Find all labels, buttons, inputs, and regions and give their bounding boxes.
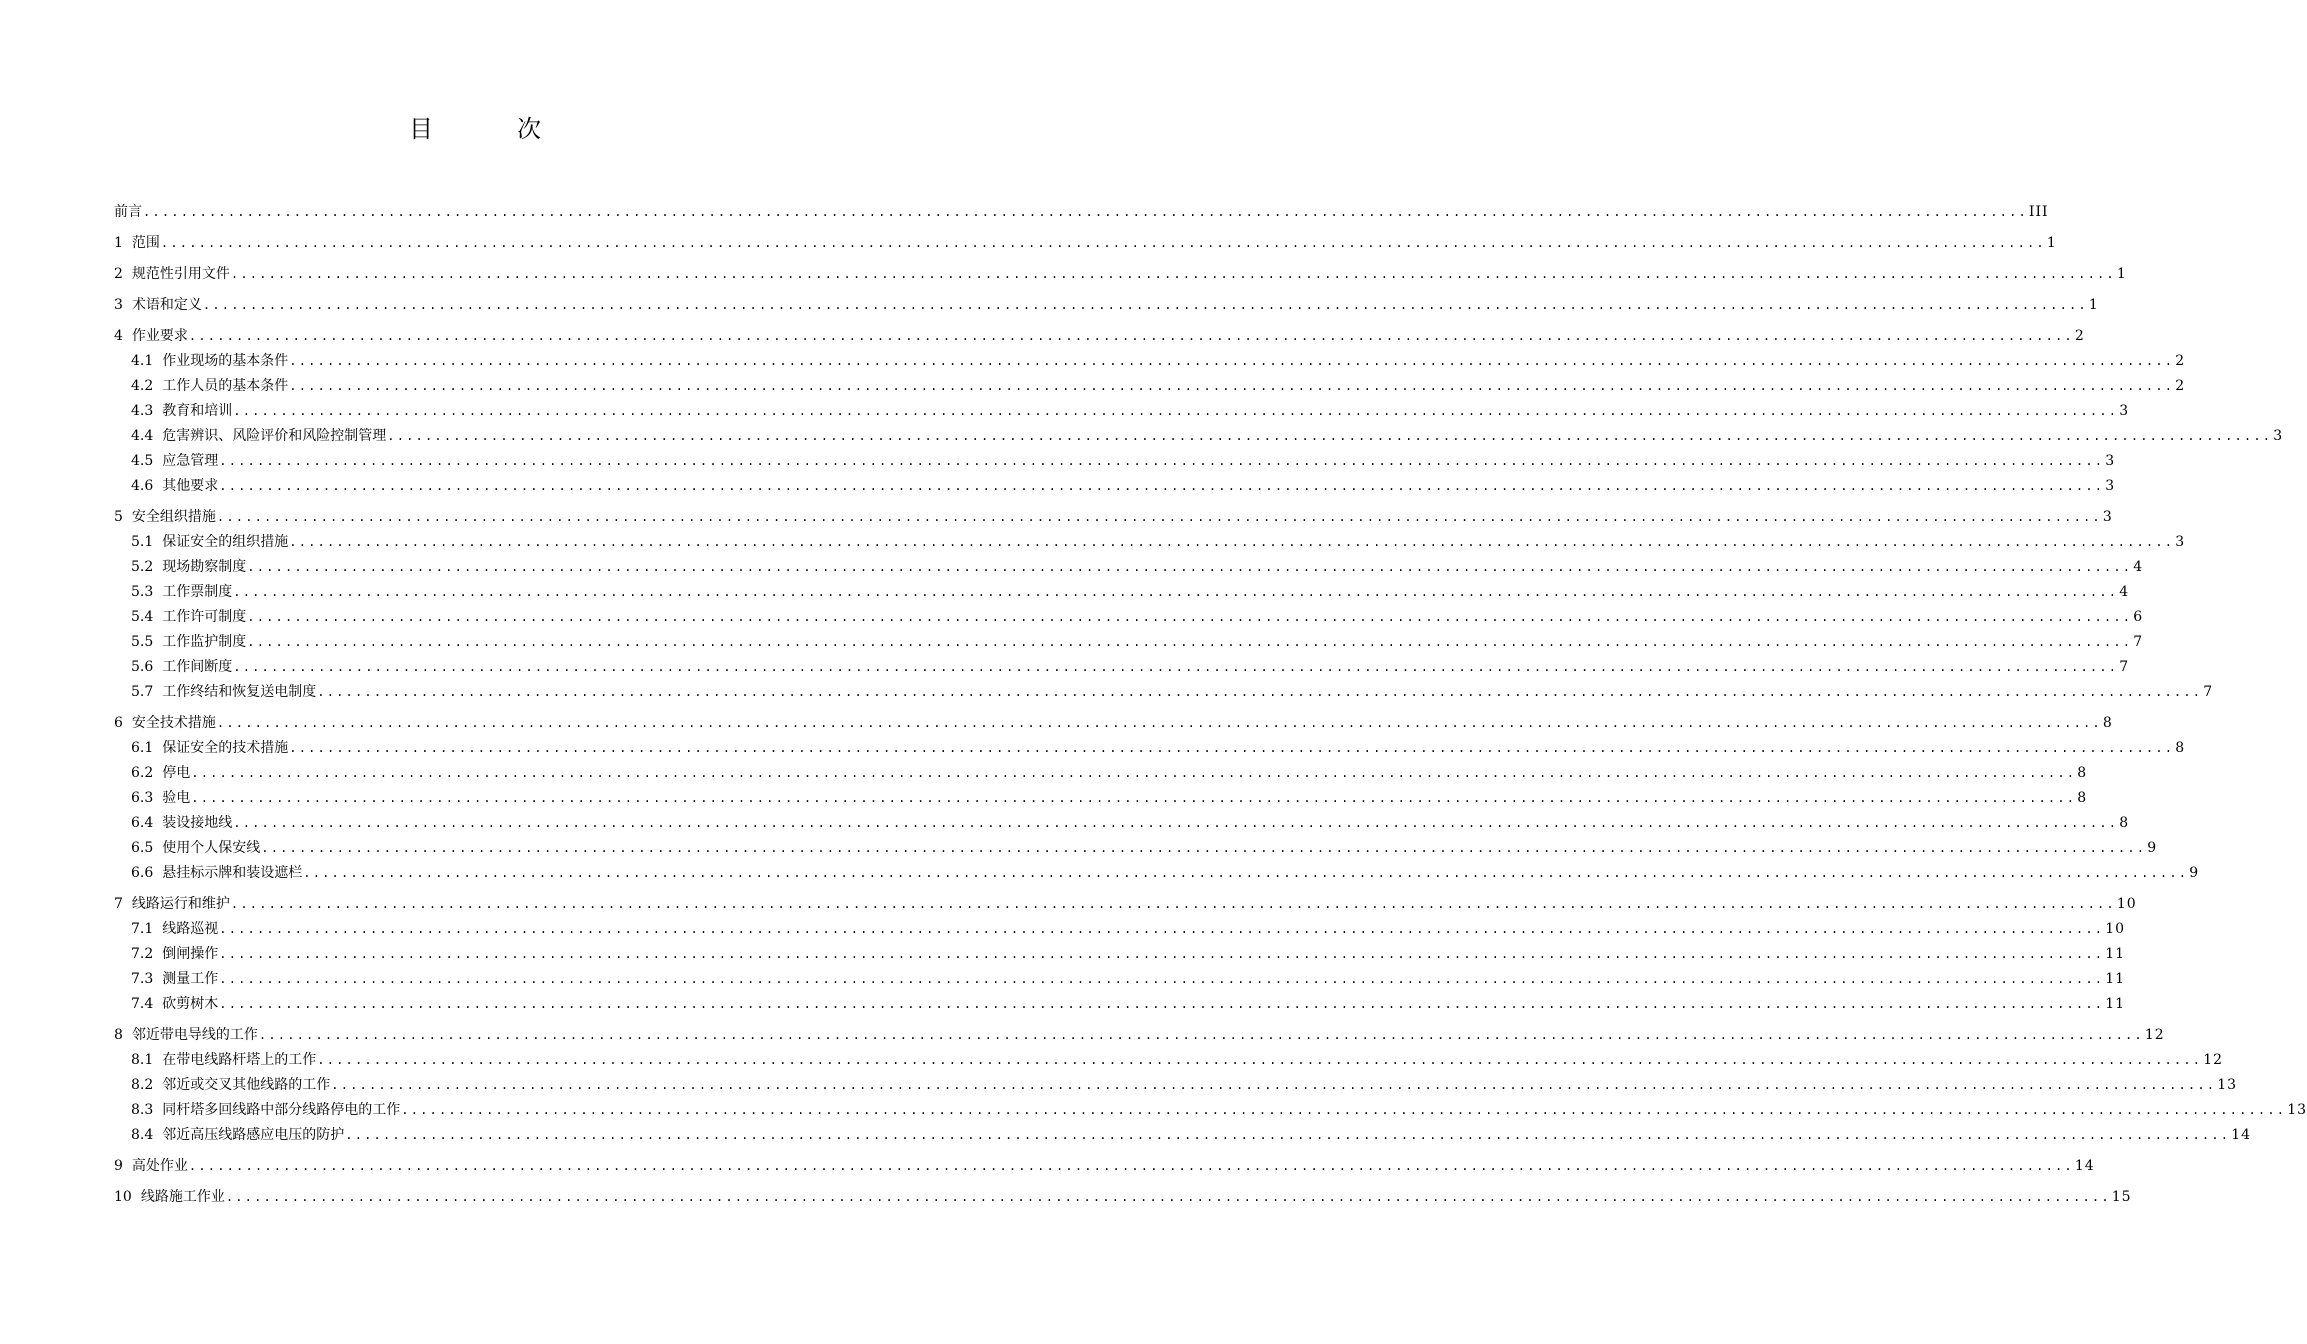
toc-entry-page: 3 [2175,534,2186,550]
toc-dot-leader: ........................................................................................................................................................................................................ [216,716,2102,730]
toc-entry-number: 4.3 [131,403,154,419]
toc-dot-leader: ........................................................................................................................................................................................................ [233,816,2119,830]
toc-entry-number: 9 [114,1158,123,1174]
toc-entry[interactable] [114,680,2214,705]
toc-entry-label: 倒闸操作 [162,946,219,962]
toc-entry[interactable] [114,736,2186,761]
toc-entry-label: 其他要求 [162,478,219,494]
toc-entry-page: 8 [2119,815,2130,831]
toc-entry-label: 教育和培训 [162,403,233,419]
toc-dot-leader: ........................................................................................................................................................................................................ [219,997,2105,1011]
toc-dot-leader: ........................................................................................................................................................................................................ [247,635,2133,649]
toc-entry-page: 13 [2217,1077,2238,1093]
page-title: 目 次 [409,115,571,143]
toc-entry-label: 邻近或交叉其他线路的工作 [162,1077,331,1093]
toc-entry[interactable] [114,630,2144,655]
toc-entry[interactable] [114,892,2137,917]
toc-entry-label: 工作票制度 [162,584,233,600]
toc-entry[interactable] [114,505,2113,530]
toc-dot-leader: ........................................................................................................................................................................................................ [233,660,2119,674]
toc-entry-page: 4 [2119,584,2130,600]
toc-entry[interactable] [114,1098,2307,1123]
toc-entry[interactable] [114,231,2057,256]
toc-entry-label: 装设接地线 [162,815,233,831]
toc-entry-number: 4.1 [131,353,154,369]
toc-entry-number: 4.2 [131,378,154,394]
toc-entry[interactable] [114,836,2158,861]
toc-entry-number: 6.4 [131,815,154,831]
toc-dot-leader: ........................................................................................................................................................................................................ [233,404,2119,418]
toc-entry-page: 1 [2088,297,2099,313]
toc-entry-page: 3 [2119,403,2130,419]
toc-dot-leader: ........................................................................................................................................................................................................ [188,329,2074,343]
toc-entry-number: 6.3 [131,790,154,806]
toc-entry-number: 5.3 [131,584,154,600]
toc-entry-label: 使用个人保安线 [162,840,261,856]
toc-entry-number: 7.3 [131,971,154,987]
toc-entry-number: 4.5 [131,453,154,469]
toc-entry-label: 保证安全的技术措施 [162,740,289,756]
toc-entry-number: 8.4 [131,1127,154,1143]
toc-entry-page: 4 [2133,559,2144,575]
toc-entry-number: 1 [114,235,123,251]
toc-entry-number: 8.1 [131,1052,154,1068]
toc-entry-label: 悬挂标示牌和装设遮栏 [162,865,303,881]
toc-entry-number: 6.5 [131,840,154,856]
toc-entry[interactable] [114,1048,2224,1073]
toc-entry-label: 规范性引用文件 [131,266,230,282]
toc-entry[interactable] [114,293,2099,318]
toc-entry[interactable] [114,424,2284,449]
toc-dot-leader: ........................................................................................................................................................................................................ [202,298,2088,312]
toc-dot-leader: ........................................................................................................................................................................................................ [230,897,2116,911]
toc-dot-leader: ........................................................................................................................................................................................................ [216,510,2102,524]
toc-entry-number: 4.4 [131,428,154,444]
toc-entry-page: 8 [2102,715,2113,731]
toc-entry-number: 8 [114,1027,123,1043]
toc-dot-leader: ........................................................................................................................................................................................................ [188,1159,2074,1173]
toc-entry-number: 8.3 [131,1102,154,1118]
toc-dot-leader: ........................................................................................................................................................................................................ [317,1053,2203,1067]
toc-entry-number: 5.1 [131,534,154,550]
toc-entry-page: 1 [2116,266,2127,282]
toc-dot-leader: ........................................................................................................................................................................................................ [289,379,2175,393]
toc-entry[interactable] [114,1154,2095,1179]
toc-entry-number: 5.4 [131,609,154,625]
toc-entry[interactable] [114,786,2088,811]
toc-entry-number: 5.7 [131,684,154,700]
toc-entry-page: 7 [2203,684,2214,700]
toc-entry-page: 13 [2287,1102,2307,1118]
toc-entry-label: 邻近高压线路感应电压的防护 [162,1127,345,1143]
toc-dot-leader: ........................................................................................................................................................................................................ [289,741,2175,755]
toc-entry-page: 3 [2105,478,2116,494]
toc-entry[interactable] [114,474,2116,499]
toc-entry-label: 停电 [162,765,191,781]
toc-dot-leader: ........................................................................................................................................................................................................ [219,972,2105,986]
toc-entry-page: 2 [2074,328,2085,344]
toc-entry-label: 砍剪树木 [162,996,219,1012]
toc-entry-number: 7.4 [131,996,154,1012]
toc-dot-leader: ........................................................................................................................................................................................................ [261,841,2147,855]
toc-entry[interactable] [114,200,2049,225]
toc-entry-label: 线路施工作业 [140,1189,225,1205]
toc-entry-label: 工作监护制度 [162,634,247,650]
toc-entry[interactable] [114,349,2186,374]
toc-entry-page: 10 [2116,896,2137,912]
toc-entry-label: 前言 [114,204,142,220]
toc-entry-page: 11 [2105,971,2126,987]
toc-dot-leader: ........................................................................................................................................................................................................ [345,1128,2231,1142]
toc-dot-leader: ........................................................................................................................................................................................................ [289,535,2175,549]
toc-entry-label: 安全组织措施 [131,509,216,525]
toc-entry-page: 10 [2105,921,2126,937]
toc-entry-label: 工作终结和恢复送电制度 [162,684,317,700]
toc-entry-page: 8 [2077,790,2088,806]
toc-dot-leader: ........................................................................................................................................................................................................ [233,585,2119,599]
toc-entry[interactable] [114,262,2127,287]
toc-entry-page: 12 [2144,1027,2165,1043]
toc-entry-page: 15 [2111,1189,2132,1205]
toc-entry[interactable] [114,655,2130,680]
toc-entry[interactable] [114,917,2126,942]
toc-dot-leader: ........................................................................................................................................................................................................ [219,947,2105,961]
toc-entry[interactable] [114,1023,2165,1048]
toc-entry[interactable] [114,861,2200,886]
toc-dot-leader: ........................................................................................................................................................................................................ [317,685,2203,699]
toc-entry-number: 7.2 [131,946,154,962]
toc-dot-leader: ........................................................................................................................................................................................................ [247,610,2133,624]
toc-entry-page: 2 [2175,378,2186,394]
toc-dot-leader: ........................................................................................................................................................................................................ [387,429,2273,443]
toc-entry-page: 9 [2189,865,2200,881]
toc-entry-page: 8 [2175,740,2186,756]
toc-entry[interactable] [114,449,2116,474]
toc-entry[interactable] [114,580,2130,605]
toc-entry-number: 5.6 [131,659,154,675]
toc-entry[interactable] [114,1123,2252,1148]
toc-entry-label: 工作人员的基本条件 [162,378,289,394]
toc-entry-number: 6.6 [131,865,154,881]
toc-entry-number: 6.1 [131,740,154,756]
toc-entry-label: 现场勘察制度 [162,559,247,575]
toc-entry-number: 7.1 [131,921,154,937]
toc-entry-label: 保证安全的组织措施 [162,534,289,550]
toc-entry-number: 8.2 [131,1077,154,1093]
toc-entry[interactable] [114,605,2144,630]
toc-entry-label: 在带电线路杆塔上的工作 [162,1052,317,1068]
toc-entry[interactable] [114,1073,2238,1098]
toc-entry-page: 14 [2231,1127,2252,1143]
toc-dot-leader: ........................................................................................................................................................................................................ [191,766,2077,780]
toc-entry-label: 同杆塔多回线路中部分线路停电的工作 [162,1102,401,1118]
toc-dot-leader: ........................................................................................................................................................................................................ [219,922,2105,936]
toc-entry[interactable] [114,399,2130,424]
toc-dot-leader: ........................................................................................................................................................................................................ [289,354,2175,368]
toc-entry-label: 作业现场的基本条件 [162,353,289,369]
toc-entry-label: 安全技术措施 [131,715,216,731]
toc-entry-number: 4.6 [131,478,154,494]
toc-entry-label: 邻近带电导线的工作 [131,1027,258,1043]
toc-entry-number: 5.5 [131,634,154,650]
toc-entry[interactable] [114,324,2085,349]
toc-entry-label: 验电 [162,790,191,806]
toc-entry-number: 7 [114,896,123,912]
toc-entry-label: 范围 [131,235,160,251]
toc-entry-label: 工作间断度 [162,659,233,675]
toc-entry-page: 7 [2133,634,2144,650]
toc-entry-page: 7 [2119,659,2130,675]
toc-entry-label: 线路巡视 [162,921,219,937]
toc-entry-page: 8 [2077,765,2088,781]
toc-entry-label: 工作许可制度 [162,609,247,625]
toc-entry-page: 3 [2273,428,2284,444]
toc-entry-number: 5.2 [131,559,154,575]
toc-entry[interactable] [114,555,2144,580]
toc-dot-leader: ........................................................................................................................................................................................................ [247,560,2133,574]
toc-entry-number: 10 [114,1189,132,1205]
toc-entry-number: 3 [114,297,123,313]
toc-entry-page: 12 [2203,1052,2224,1068]
toc-dot-leader: ........................................................................................................................................................................................................ [191,791,2077,805]
toc-dot-leader: ........................................................................................................................................................................................................ [143,205,2028,219]
toc-entry[interactable] [114,530,2186,555]
toc-entry-page: 11 [2105,996,2126,1012]
toc-entry-page: 11 [2105,946,2126,962]
toc-entry[interactable] [114,992,2126,1017]
toc-dot-leader: ........................................................................................................................................................................................................ [331,1078,2217,1092]
toc-dot-leader: ........................................................................................................................................................................................................ [401,1103,2287,1117]
toc-entry-page: 14 [2074,1158,2095,1174]
toc-entry-label: 危害辨识、风险评价和风险控制管理 [162,428,387,444]
toc-dot-leader: ........................................................................................................................................................................................................ [219,454,2105,468]
toc-entry-number: 4 [114,328,123,344]
toc-entry-label: 测量工作 [162,971,219,987]
toc-entry-number: 2 [114,266,123,282]
toc-entry-page: 9 [2147,840,2158,856]
toc-entry-label: 应急管理 [162,453,219,469]
table-of-contents [114,200,2307,1210]
toc-dot-leader: ........................................................................................................................................................................................................ [225,1190,2111,1204]
toc-entry[interactable] [114,942,2126,967]
toc-dot-leader: ........................................................................................................................................................................................................ [303,866,2189,880]
toc-entry-page: 6 [2133,609,2144,625]
toc-entry-page: 2 [2175,353,2186,369]
toc-entry[interactable] [114,374,2186,399]
toc-entry-label: 高处作业 [131,1158,188,1174]
toc-entry-number: 6.2 [131,765,154,781]
toc-entry[interactable] [114,811,2130,836]
toc-entry[interactable] [114,1185,2132,1210]
toc-dot-leader: ........................................................................................................................................................................................................ [160,236,2046,250]
toc-entry[interactable] [114,711,2113,736]
toc-entry-page: 3 [2105,453,2116,469]
toc-entry[interactable] [114,761,2088,786]
toc-entry-number: 5 [114,509,123,525]
toc-entry[interactable] [114,967,2126,992]
toc-entry-label: 术语和定义 [131,297,202,313]
toc-entry-page: III [2028,204,2049,220]
toc-dot-leader: ........................................................................................................................................................................................................ [258,1028,2144,1042]
toc-dot-leader: ........................................................................................................................................................................................................ [219,479,2105,493]
toc-entry-number: 6 [114,715,123,731]
toc-entry-page: 1 [2046,235,2057,251]
toc-dot-leader: ........................................................................................................................................................................................................ [230,267,2116,281]
toc-entry-page: 3 [2102,509,2113,525]
toc-entry-label: 线路运行和维护 [131,896,230,912]
toc-entry-label: 作业要求 [131,328,188,344]
